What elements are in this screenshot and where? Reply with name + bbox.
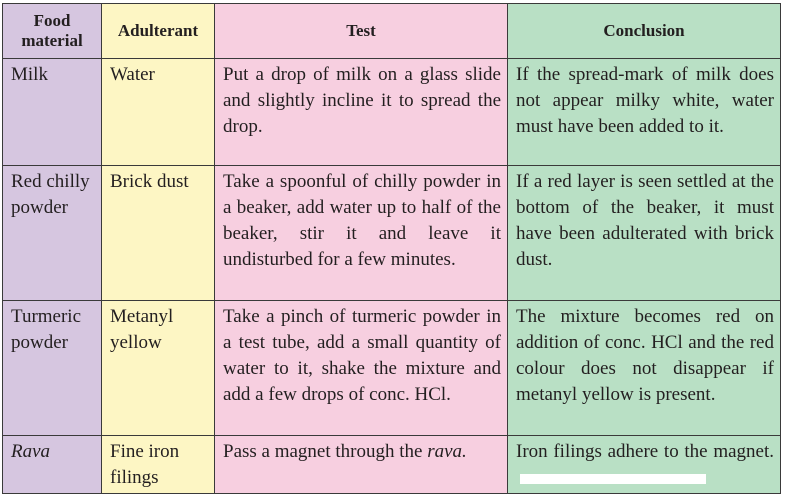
table-row (3, 166, 781, 301)
test-cell (215, 436, 508, 494)
conclusion-cell: If a red layer is seen settled at the bottom of the beaker, it must have been adulterated with brick dust. (508, 166, 781, 301)
food-cell: Rava (3, 436, 102, 494)
adulterant-cell: Fine iron filings (102, 436, 215, 494)
table-row (3, 59, 781, 166)
test-cell: Put a drop of milk on a glass slide and slightly incline it to spread the drop. (215, 59, 508, 166)
header-food-material: Food material (3, 4, 102, 59)
test-cell: Take a spoonful of chilly powder in a beaker, add water up to half of the beaker, stir it and leave it undisturbed for a few minutes. (215, 166, 508, 301)
table-row (3, 436, 781, 494)
conclusion-cell: If the spread-mark of milk does not appear milky white, water must have been added to it. (508, 59, 781, 166)
table-row (3, 301, 781, 436)
food-cell: Red chilly powder (3, 166, 102, 301)
header-row (3, 4, 781, 59)
adulterant-cell: Brick dust (102, 166, 215, 301)
redaction-mark (520, 474, 706, 484)
header-adulterant: Adulterant (102, 4, 215, 59)
test-text-italic: rava. (427, 441, 467, 462)
food-cell: Turmeric powder (3, 301, 102, 436)
conclusion-cell: The mixture becomes red on addition of conc. HCl and the red colour does not disappear if metanyl yellow is present. (508, 301, 781, 436)
conclusion-cell (508, 436, 781, 494)
adulteration-table (2, 3, 781, 494)
header-test: Test (215, 4, 508, 59)
conclusion-text: Iron filings adhere to the magnet. (516, 441, 774, 462)
test-text: Pass a magnet through the (223, 441, 428, 462)
header-conclusion: Conclusion (508, 4, 781, 59)
test-cell: Take a pinch of turmeric powder in a test tube, add a small quantity of water to it, shake the mixture and add a few drops of conc. HCl. (215, 301, 508, 436)
adulterant-cell: Water (102, 59, 215, 166)
adulterant-cell: Metanyl yellow (102, 301, 215, 436)
food-cell: Milk (3, 59, 102, 166)
